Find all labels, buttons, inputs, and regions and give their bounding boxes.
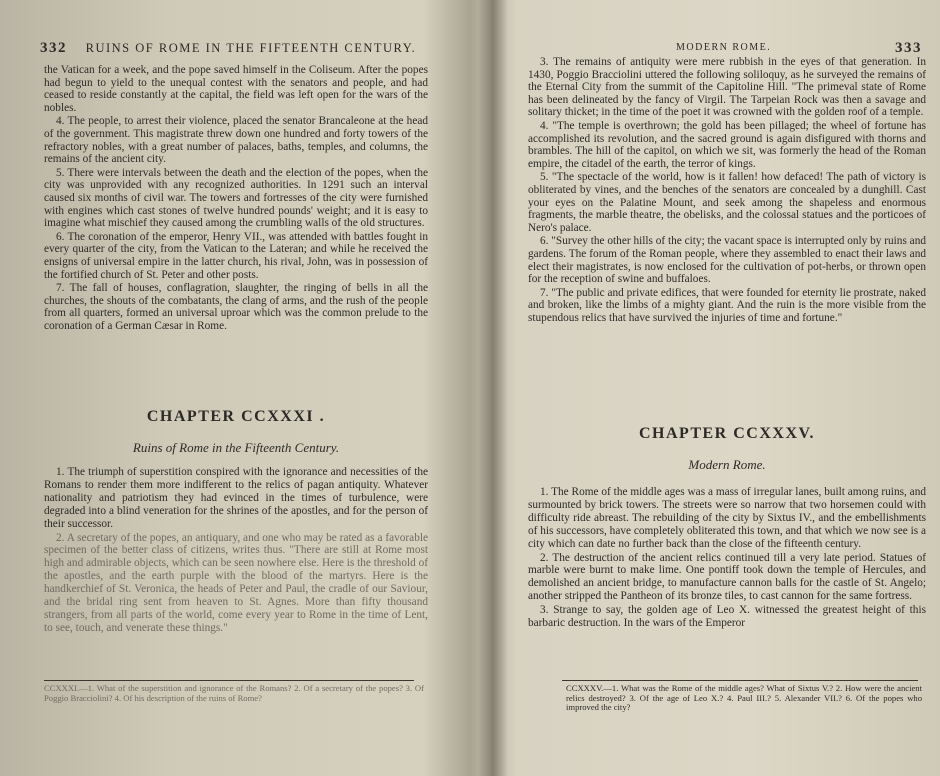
paragraph: 1. The triumph of superstition conspired with the ignorance and necessities of the Romans to render them more indifferent to the relics of pagan antiquity. Whatever nationality and patriotism they had evinced in the times of turbulence, were degraded into a blind veneration for the shrines of the apostles, and for the person of their successor. [44, 466, 428, 530]
paragraph: 5. There were intervals between the death and the election of the popes, when the city was unprovided with any recognized authorities. In 1291 such an interval caused six months of civil war. The towers and fortresses of the city were furnished with engines which cast stones of twelve hundred pounds' weight; and it is easy to imagine what mischief they caused among the crumbling walls of the old structures. [44, 166, 428, 230]
chapter-body-text [44, 466, 428, 636]
body-text [44, 64, 428, 333]
paragraph: 2. The destruction of the ancient relics continued till a very late period. Statues of marble were burnt to make lime. One pontiff took down the temple of Hercules, and demolished an ancient bridge, to manufacture cannon balls for the castle of St. Angelo; another stripped the Pantheon of its bronze tiles, to cast cannon for the same fortress. [528, 551, 926, 603]
paragraph: 2. A secretary of the popes, an antiquary, and one who may be rated as a favorable specimen of the better class of citizens, writes thus. "There are still at Rome most high and admirable objects, which can be seen nowhere else. Here is the threshold of the apostles, and the earth purple with the blood of the martyrs. Here is the handkerchief of St. Veronica, the heads of Peter and Paul, the cradle of our Saviour, and the bridal ring sent from heaven to St. Agnes. More than fifty thousand strangers, from all parts of the world, come every year to Rome in the time of Lent, to see, touch, and venerate these things." [44, 531, 428, 634]
page-number: 332 [40, 40, 67, 56]
running-head-title: RUINS OF ROME IN THE FIFTEENTH CENTURY. [85, 41, 417, 55]
chapter-body-text [528, 486, 926, 631]
paragraph: 5. "The spectacle of the world, how is it fallen! how defaced! The path of victory is obliterated by vines, and the benches of the senators are concealed by a dunghill. Cast your eyes on the Palatine Mount, and seek among the shapeless and enormous fragments, the marble theatre, the obelisks, and the colossal statues and the porticoes of Nero's palace. [528, 171, 926, 234]
chapter-subtitle: Modern Rome. [688, 457, 766, 472]
paragraph: 7. The fall of houses, conflagration, slaughter, the ringing of bells in all the churches, the shouts of the combatants, the clang of arms, and the rush of the people from all quarters, formed an universal uproar which was the common prelude to the coronation of a German Cæsar in Rome. [44, 282, 428, 332]
paragraph: 6. "Survey the other hills of the city; the vacant space is interrupted only by ruins and gardens. The forum of the Roman people, where they assembled to enact their laws and elect their magistrates, is now enclosed for the cultivation of pot-herbs, or thrown open for the reception of swine and buffaloes. [528, 235, 926, 286]
chapter-heading [44, 408, 428, 456]
footnote: CCXXXI.—1. What of the superstition and ignorance of the Romans? 2. Of a secretary of the popes? 3. Of Poggio Bracciolini? 4. Of his description of the ruins of Rome? [44, 683, 424, 703]
footnote: CCXXXV.—1. What was the Rome of the middle ages? What of Sixtus V.? 2. How were the ancient relics destroyed? 3. Of the age of Leo X.? 4. Paul III.? 5. Alexander VII.? 6. Of the popes who improved the city? [566, 683, 922, 713]
paragraph: the Vatican for a week, and the pope saved himself in the Coliseum. After the popes had begun to yield to the unequal contest with the senators and people, and had ceased to reside constantly at the capital, the field was left open for the wars of the nobles. [44, 64, 428, 114]
chapter-title: CHAPTER CCXXXV. [639, 425, 815, 442]
chapter-heading [528, 425, 926, 473]
chapter-subtitle: Ruins of Rome in the Fifteenth Century. [132, 440, 340, 455]
right-page [506, 0, 940, 776]
page-number: 333 [895, 40, 922, 56]
footnote-rule [44, 680, 414, 681]
paragraph: 3. The remains of antiquity were mere rubbish in the eyes of that generation. In 1430, Poggio Bracciolini uttered the following soliloquy, as he surveyed the remains of the Eternal City from the summit of the Capitoline Hill. "The primeval state of Rome has been delineated by the fancy of Virgil. The Tarpeian Rock was then a savage and solitary thicket; in the time of the poet it was crowned with the golden roof of a temple. [528, 56, 926, 119]
running-head [40, 40, 432, 57]
paragraph: 1. The Rome of the middle ages was a mass of irregular lanes, built among ruins, and surmounted by brick towers. The streets were so narrow that two horsemen could with difficulty ride abreast. The rebuilding of the city by Sixtus IV., and the embellishments of his successors, have completely obliterated this town, and that which we now see is a city which can date no further back than the close of the fifteenth century. [528, 486, 926, 550]
paragraph: 4. The people, to arrest their violence, placed the senator Brancaleone at the head of the government. This magistrate threw down one hundred and forty towers of the refractory nobles, with a great number of palaces, baths, temples, and columns, the remains of the ancient city. [44, 115, 428, 166]
book-gutter [478, 0, 508, 776]
body-text [528, 56, 926, 325]
paragraph: 6. The coronation of the emperor, Henry VII., was attended with battles fought in every quarter of the city, from the Vatican to the Lateran; and while he received the ensigns of universal empire in the latter church, his rival, John, was in possession of the fortified church of St. Peter and other posts. [44, 230, 428, 281]
paragraph: 3. Strange to say, the golden age of Leo X. witnessed the greatest height of this barbaric destruction. In the wars of the Emperor [528, 604, 926, 630]
running-head-title: MODERN ROME. [676, 42, 772, 53]
footnote-rule [562, 680, 918, 681]
chapter-title: CHAPTER CCXXXI . [146, 408, 326, 425]
paragraph: 7. "The public and private edifices, that were founded for eternity lie prostrate, naked and broken, like the limbs of a mighty giant. And the ruin is the more visible from the stupendous relics that have survived the injuries of time and fortune." [528, 286, 926, 324]
paragraph: 4. "The temple is overthrown; the gold has been pillaged; the wheel of fortune has accomplished its revolution, and the sacred ground is again disfigured with thorns and brambles. The hill of the capitol, on which we sit, was formerly the head of the Roman empire, the citadel of the earth, the terror of kings. [528, 119, 926, 170]
